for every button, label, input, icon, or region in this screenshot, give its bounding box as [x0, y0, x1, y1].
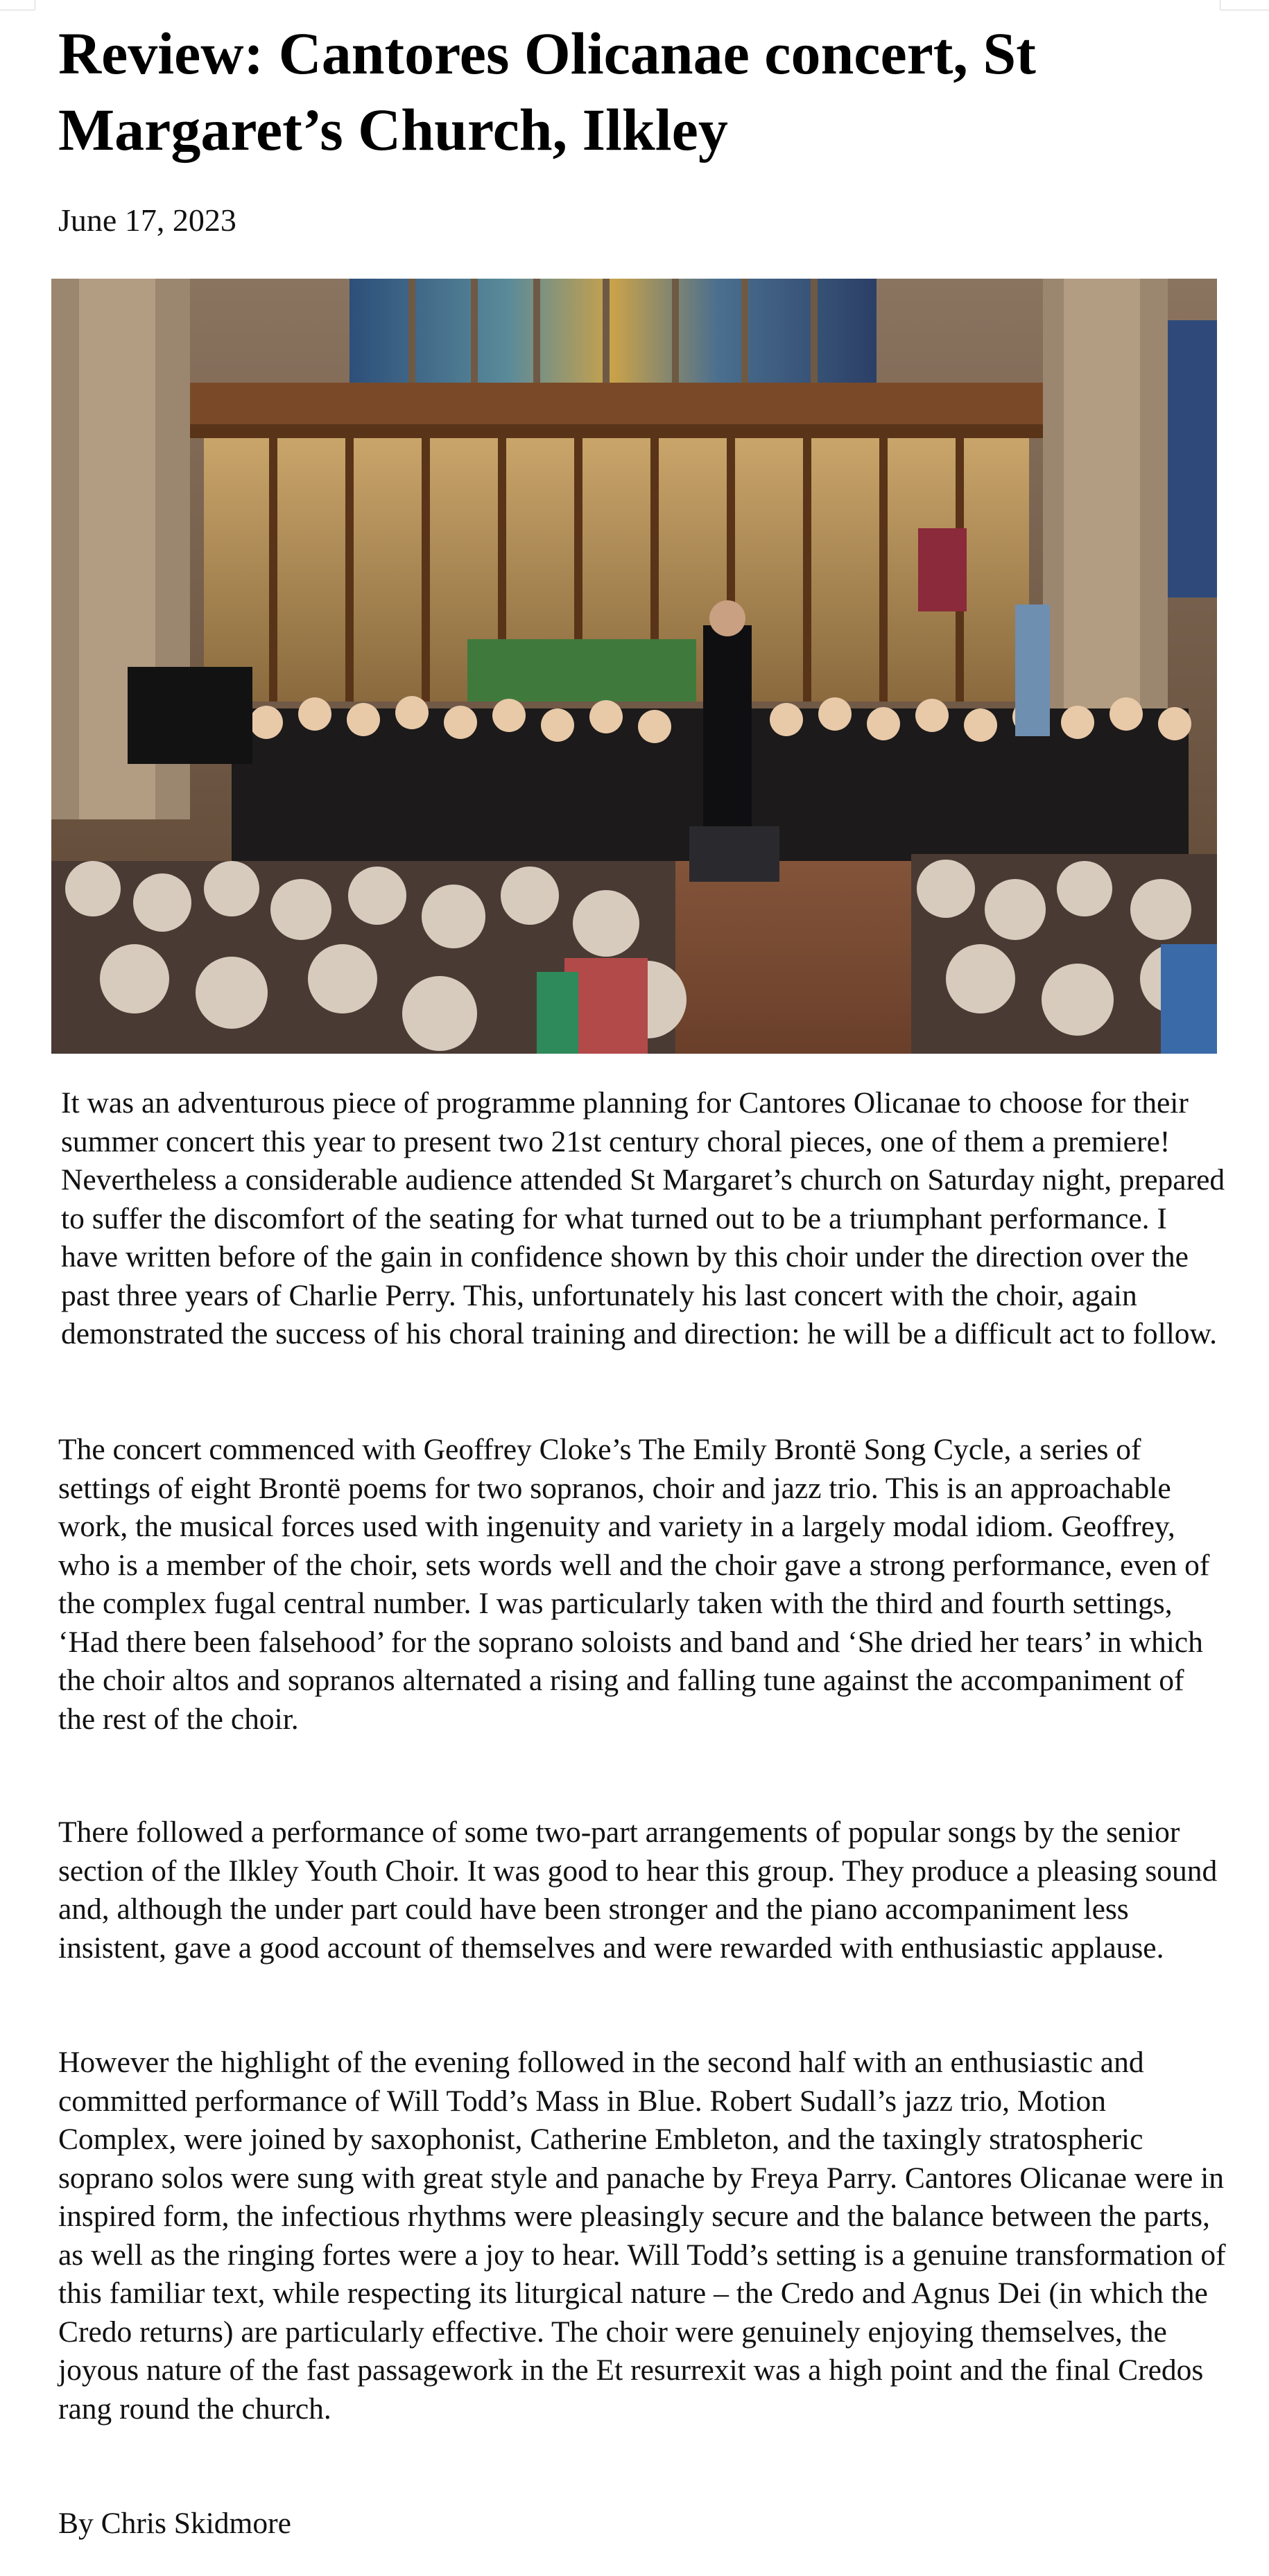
paragraph-song-cycle: The concert commenced with Geoffrey Cloke’s The Emily Brontë Song Cycle, a series of settings of eight Brontë poems for two sopranos, choir and jazz trio. This is an approachable work, the musical forces used with ingenuity and variety in a largely modal idiom. Geoffrey, who is a member of the choir, sets words well and the choir gave a strong performance, even of the complex fugal central number. I was particularly taken with the third and fourth settings, ‘Had there been falsehood’ for the soprano soloists and band and ‘She dried her tears’ in which the choir altos and sopranos alternated a rising and falling tune against the accompaniment of the rest of the choir. — [58, 1433, 1210, 1736]
concert-photo — [51, 279, 1217, 1054]
paragraph-mass-in-blue: However the highlight of the evening followed in the second half with an enthusiastic and committed performance of Will Todd’s Mass in Blue. Robert Sudall’s jazz trio, Motion Complex, were joined by saxophonist, Catherine Embleton, and the taxingly stratospheric soprano solos were sung with great style and panache by Freya Parry. Cantores Olicanae were in inspired form, the infectious rhythms were pleasingly secure and the balance between the parts, as well as the ringing fortes were a joy to hear. Will Todd’s setting is a genuine transformation of this familiar text, while respecting its liturgical nature – the Credo and Agnus Dei (in which the Credo returns) are particularly effective. The choir were genuinely enjoying themselves, the joyous nature of the fast passagework in the Et resurrexit was a high point and the final Credos rang round the church. — [58, 2046, 1226, 2426]
article-title: Review: Cantores Olicanae concert, St Margaret’s Church, Ilkley — [58, 20, 1036, 163]
paragraph-intro: It was an adventurous piece of programme planning for Cantores Olicanae to choose for their summer concert this year to present two 21st century choral pieces, one of them a premiere! Nevertheless a considerable audience attended St Margaret’s church on Saturday night, prepared to suffer the discomfort of the seating for what turned out to be a triumphant performance. I have written before of the gain in confidence shown by this choir under the direction over the past three years of Charlie Perry. This, unfortunately his last concert with the choir, again demonstrated the success of his choral training and direction: he will be a difficult act to follow. — [61, 1086, 1225, 1350]
paragraph-youth-choir: There followed a performance of some two-part arrangements of popular songs by the senior section of the Ilkley Youth Choir. It was good to hear this group. They produce a pleasing sound and, although the under part could have been stronger and the piano accompaniment less insistent, gave a good account of themselves and were rewarded with enthusiastic applause. — [58, 1816, 1218, 1965]
article-date: June 17, 2023 — [58, 202, 236, 238]
concert-photo-illustration — [51, 279, 1217, 1054]
article-byline: By Chris Skidmore — [58, 2507, 291, 2540]
